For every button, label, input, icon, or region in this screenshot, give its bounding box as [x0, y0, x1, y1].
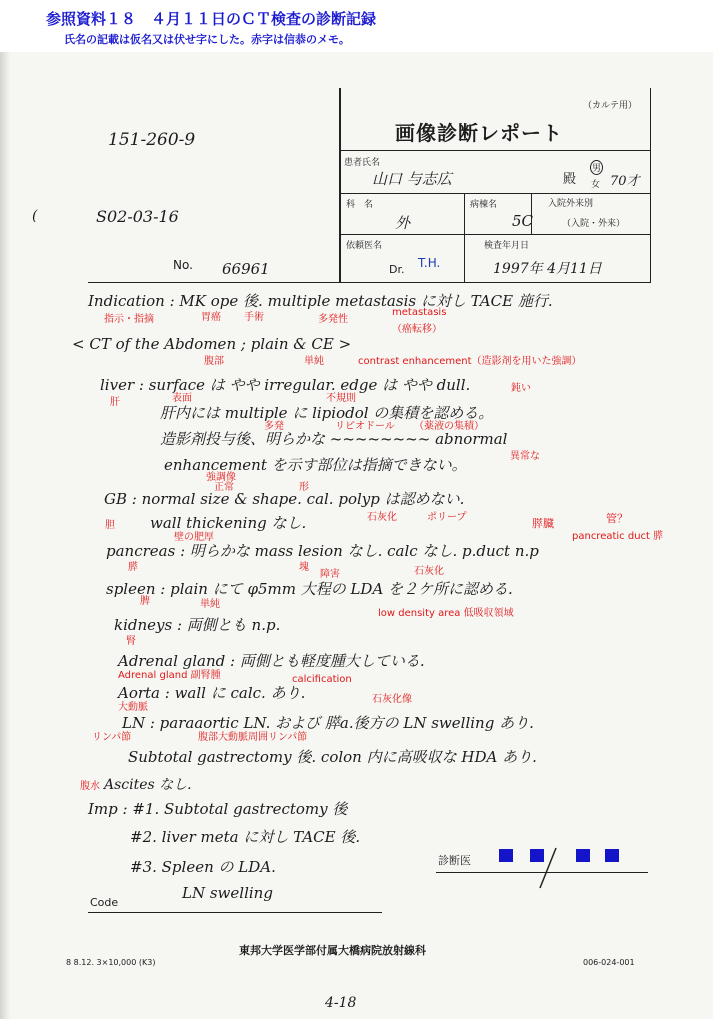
- note-tenni: （癌転移）: [392, 324, 442, 335]
- note-hikou: 壁の肥厚: [174, 532, 214, 543]
- page-subtitle: 氏名の記載は仮名又は伏せ字にした。赤字は信恭のメモ。: [64, 33, 350, 46]
- note-shogai: 障害: [320, 569, 340, 580]
- patient-name: 山口 与志広: [372, 170, 452, 188]
- note-lipiodol: リピオドール: [335, 421, 395, 432]
- redaction-square-3: [576, 849, 590, 862]
- note-lda: low density area 低吸収領域: [378, 608, 514, 619]
- sex-female: 女: [591, 180, 601, 190]
- report-line-imp1: Imp : #1. Subtotal gastrectomy 後: [88, 800, 348, 818]
- note-contrast: contrast enhancement（造影剤を用いた強調）: [358, 356, 582, 367]
- report-line-imp3b: LN swelling: [182, 884, 273, 902]
- note-para-aortic: 腹部大動脈周囲リンパ節: [198, 732, 308, 743]
- note-sekkaika-zo: 石灰化像: [372, 694, 412, 705]
- note-katachi: 形: [299, 482, 309, 493]
- sex-male: 男: [590, 160, 603, 175]
- date-label: 検査年月日: [484, 241, 530, 251]
- note-adrenal: Adrenal gland 副腎腫: [118, 670, 221, 681]
- karte-label: （カルテ用）: [583, 101, 638, 111]
- note-tan: 胆: [105, 520, 115, 531]
- note-hi: 脾: [140, 596, 150, 607]
- requester-label: 依頼医名: [346, 241, 383, 251]
- report-line-zoei: 造影剤投与後、明らかな ~~~~~~~~ abnormal: [160, 430, 508, 448]
- report-line-ascites: Ascites なし.: [104, 777, 192, 793]
- note-kai: 塊: [299, 562, 309, 573]
- report-line-ct: < CT of the Abdomen ; plain & CE >: [72, 335, 352, 353]
- form-bottom-rule: [88, 282, 650, 283]
- report-line-aorta: Aorta : wall に calc. あり.: [118, 684, 306, 702]
- note-suizo: 膵臓: [532, 517, 554, 530]
- report-line-gastrectomy: Subtotal gastrectomy 後. colon 内に高吸収な HDA あり.: [128, 748, 537, 766]
- report-line-wall: wall thickening なし.: [150, 514, 307, 532]
- note-calcification: calcification: [292, 674, 352, 685]
- form-row-rule-2: [339, 234, 651, 235]
- dono-label: 殿: [563, 172, 577, 187]
- page-number: 4-18: [325, 995, 357, 1011]
- code-rule: [88, 912, 382, 913]
- note-tanjun: 単純: [304, 356, 324, 367]
- report-line-adrenal: Adrenal gland : 両側とも軽度腫大している.: [118, 652, 425, 670]
- patient-label: 患者氏名: [344, 158, 381, 168]
- form-vertical-divider: [339, 88, 341, 283]
- note-fukisoku: 不規則: [326, 393, 356, 404]
- note-ijo: 異常な: [510, 451, 540, 462]
- dept-value: 外: [395, 214, 411, 232]
- redaction-square-4: [605, 849, 619, 862]
- dr-label: Dr.: [389, 263, 405, 276]
- report-line-kidneys: kidneys : 両側とも n.p.: [114, 616, 281, 634]
- note-daidomyaku: 大動脈: [118, 702, 148, 713]
- note-kan-q: 管？: [606, 512, 628, 525]
- diag-label: 診断医: [438, 854, 471, 867]
- note-polyp: ポリープ: [427, 512, 467, 523]
- dr-value: T.H.: [418, 256, 441, 270]
- id-number: 151-260-9: [108, 130, 196, 150]
- report-line-enhancement: enhancement を示す部位は指摘できない。: [164, 456, 467, 474]
- note-sekkaika2: 石灰化: [414, 566, 444, 577]
- inout-label: 入院外来別: [548, 199, 594, 209]
- print-code: 8 8.12. 3×10,000 (K3): [66, 958, 156, 967]
- form-col-rule-1: [464, 193, 465, 282]
- note-shujutsu: 手術: [244, 312, 264, 323]
- note-shiji: 指示・指摘: [104, 314, 154, 325]
- note-hyomen: 表面: [172, 393, 192, 404]
- note-shuseki: （薬液の集積）: [414, 421, 484, 432]
- signature-slash: [536, 846, 560, 890]
- form-top-rule: [339, 150, 651, 151]
- note-fukusui: 腹水: [80, 781, 100, 792]
- page-title: 参照資料１８ ４月１１日のＣＴ検査の診断記録: [46, 10, 377, 28]
- note-lymph: リンパ節: [92, 732, 132, 743]
- report-line-pancreas: pancreas : 明らかな mass lesion なし. calc なし. p.duct n.p: [106, 542, 539, 560]
- report-line-indication: Indication : MK ope 後. multiple metastasis に対し TACE 施行.: [88, 292, 553, 310]
- form-col-rule-3: [650, 88, 651, 283]
- form-title: 画像診断レポート: [395, 121, 563, 145]
- report-line-ln: LN : paraaortic LN. および 膵a.後方の LN swelling あり.: [122, 714, 534, 732]
- note-pancreatic-duct: pancreatic duct 膵: [572, 531, 664, 542]
- note-sekkaika: 石灰化: [367, 512, 397, 523]
- paper-edge-shadow: [0, 52, 10, 1019]
- note-nibui: 鈍い: [511, 383, 531, 394]
- note-tanjun2: 単純: [200, 599, 220, 610]
- note-gan: 胃癌: [201, 312, 221, 323]
- report-line-imp2: #2. liver meta に対し TACE 後.: [130, 828, 361, 846]
- report-line-lipiodol: 肝内には multiple に lipiodol の集積を認める。: [160, 404, 494, 422]
- no-label: No.: [173, 258, 193, 272]
- birth-date: S02-03-16: [96, 207, 179, 226]
- date-value: 1997年 4月11日: [493, 261, 602, 277]
- redaction-square-1: [499, 849, 513, 862]
- inout-value: （入院・外来）: [562, 219, 626, 229]
- footer-org: 東邦大学医学部付属大橋病院放射線科: [239, 944, 426, 957]
- note-jin: 腎: [126, 636, 136, 647]
- note-metastasis: metastasis: [392, 307, 447, 318]
- report-line-gb: GB : normal size & shape. cal. polyp は認めない.: [104, 490, 465, 508]
- note-fukubu: 腹部: [204, 356, 224, 367]
- note-seijo: 正常: [214, 482, 234, 493]
- no-value: 66961: [222, 260, 270, 278]
- note-kyochozo: 強調像: [206, 472, 236, 483]
- report-line-liver: liver : surface は やや irregular. edge は やや dull.: [100, 376, 471, 394]
- form-code: 006-024-001: [583, 958, 635, 967]
- report-line-spleen: spleen : plain にて φ5mm 大程の LDA を２ケ所に認める.: [106, 580, 513, 598]
- paren-mark: (: [32, 208, 38, 224]
- ward-label: 病棟名: [470, 200, 498, 210]
- code-label: Code: [90, 896, 119, 909]
- form-row-rule-1: [339, 193, 651, 194]
- note-kan: 肝: [110, 397, 120, 408]
- patient-age: 70才: [610, 174, 640, 189]
- dept-label: 科 名: [346, 200, 374, 210]
- note-tahatsu: 多発性: [318, 314, 348, 325]
- note-tahatsu2: 多発: [264, 421, 284, 432]
- note-sui: 膵: [128, 562, 138, 573]
- report-line-imp3: #3. Spleen の LDA.: [130, 858, 276, 876]
- ward-value: 5C: [512, 212, 534, 230]
